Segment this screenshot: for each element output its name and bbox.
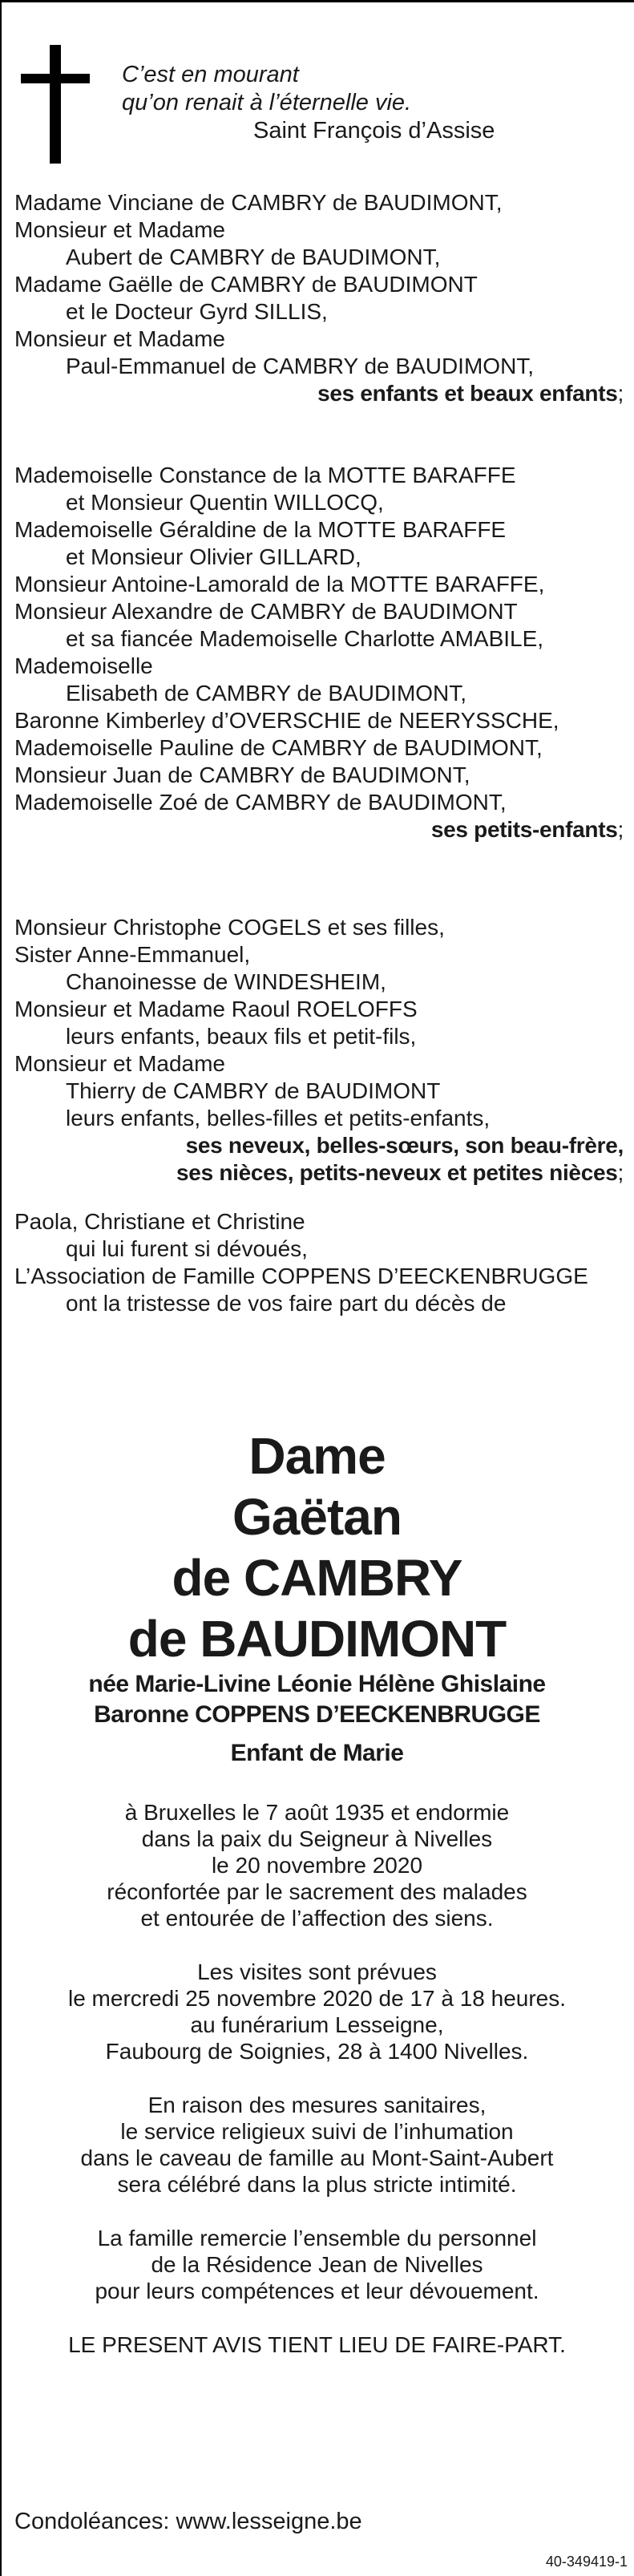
list-item: Mademoiselle Pauline de CAMBRY de BAUDIMONT, (14, 735, 543, 760)
text-line: dans le caveau de famille au Mont-Saint-Aubert (80, 2145, 554, 2170)
name-line: Gaëtan (232, 1488, 402, 1546)
text-line: En raison des mesures sanitaires, (147, 2093, 487, 2117)
list-item: et sa fiancée Mademoiselle Charlotte AMABILE, (66, 626, 544, 651)
baronne-name: Baronne COPPENS D’EECKENBRUGGE (94, 1701, 540, 1728)
list-item: Thierry de CAMBRY de BAUDIMONT (66, 1078, 441, 1103)
notice-line: LE PRESENT AVIS TIENT LIEU DE FAIRE-PART. (68, 2332, 566, 2357)
list-item: Chanoinesse de WINDESHEIM, (66, 969, 386, 994)
section-closing: ses enfants et beaux enfants; (317, 381, 624, 406)
list-item: Mademoiselle (14, 653, 153, 678)
sanitary-info (0, 2092, 634, 2198)
text-line: à Bruxelles le 7 août 1935 et endormie (124, 1800, 510, 1825)
quote-line: qu’on renait à l’éternelle vie. (122, 90, 412, 115)
quote-line: C’est en mourant (122, 62, 299, 87)
text-line: réconfortée par le sacrement des malades (107, 1879, 527, 1904)
name-line: de CAMBRY (172, 1549, 462, 1607)
birth-name: née Marie-Livine Léonie Hélène Ghislaine (88, 1671, 546, 1697)
text-line: le mercredi 25 novembre 2020 de 17 à 18 heures. (67, 1986, 567, 2011)
list-item: et Monsieur Quentin WILLOCQ, (66, 490, 384, 515)
list-item: ont la tristesse de vos faire part du décès de (66, 1291, 507, 1316)
section-closing: ses petits-enfants; (430, 817, 624, 842)
thanks-info (0, 2225, 634, 2304)
deceased-subtitle (0, 1669, 634, 1769)
text-line: Les visites sont prévues (197, 1959, 437, 1984)
list-item: Monsieur Christophe COGELS et ses filles, (14, 915, 445, 940)
list-item: et Monsieur Olivier GILLARD, (66, 544, 361, 569)
announcement-body (0, 1799, 634, 2358)
text-line: La famille remercie l’ensemble du personnel (97, 2226, 537, 2250)
list-item: Monsieur et Madame Raoul ROELOFFS (14, 997, 418, 1021)
text-line: le service religieux suivi de l’inhumation (120, 2119, 514, 2144)
list-item: Mademoiselle Constance de la MOTTE BARAFFE (14, 463, 516, 487)
list-item: Monsieur Antoine-Lamorald de la MOTTE BARAFFE, (14, 572, 545, 596)
family-section (14, 914, 625, 1187)
list-item: Mademoiselle Géraldine de la MOTTE BARAFFE (14, 517, 507, 542)
section-closing: ses neveux, belles-sœurs, son beau-frère, (185, 1133, 624, 1158)
list-item: Sister Anne-Emmanuel, (14, 942, 251, 967)
condolences (14, 2508, 362, 2535)
list-item: qui lui furent si dévoués, (66, 1236, 308, 1261)
list-item: Madame Gaëlle de CAMBRY de BAUDIMONT (14, 272, 478, 297)
death-details (0, 1799, 634, 1931)
quote-author: Saint François d’Assise (253, 118, 495, 144)
list-item: Paola, Christiane et Christine (14, 1209, 305, 1234)
text-line: dans la paix du Seigneur à Nivelles (141, 1826, 493, 1851)
text-line: de la Résidence Jean de Nivelles (151, 2252, 483, 2277)
cross-icon (21, 45, 90, 164)
section-closing: ses nièces, petits-neveux et petites nièces; (176, 1160, 624, 1185)
list-item: Monsieur Alexandre de CAMBRY de BAUDIMONT (14, 599, 518, 624)
list-item: Mademoiselle Zoé de CAMBRY de BAUDIMONT, (14, 790, 507, 815)
text-line: pour leurs compétences et leur dévouement. (95, 2279, 539, 2303)
list-item: Baronne Kimberley d’OVERSCHIE de NEERYSSCHE, (14, 708, 559, 733)
text-line: et entourée de l’affection des siens. (140, 1906, 494, 1931)
text-line: sera célébré dans la plus stricte intimité. (117, 2172, 517, 2197)
list-item: Madame Vinciane de CAMBRY de BAUDIMONT, (14, 190, 503, 215)
name-line: Dame (248, 1427, 386, 1485)
list-item: Monsieur et Madame (14, 326, 226, 351)
text-line: Faubourg de Soignies, 28 à 1400 Nivelles. (105, 2039, 529, 2064)
list-item: Elisabeth de CAMBRY de BAUDIMONT, (66, 681, 467, 706)
list-item: Monsieur et Madame (14, 217, 226, 242)
text-line: au funérarium Lesseigne, (190, 2012, 444, 2037)
grandchildren-section (14, 462, 625, 843)
children-section (14, 189, 625, 407)
top-border (0, 0, 634, 2)
deceased-name (0, 1425, 634, 1669)
list-item: Monsieur Juan de CAMBRY de BAUDIMONT, (14, 762, 470, 787)
list-item: Aubert de CAMBRY de BAUDIMONT, (66, 245, 441, 269)
reference-number: 40-349419-1 (545, 2554, 628, 2570)
list-item: et le Docteur Gyrd SILLIS, (66, 299, 328, 324)
text-line: le 20 novembre 2020 (211, 1853, 423, 1878)
name-line: de BAUDIMONT (127, 1610, 507, 1668)
religious-title: Enfant de Marie (230, 1740, 404, 1766)
list-item: L’Association de Famille COPPENS D’EECKENBRUGGE (14, 1264, 588, 1288)
list-item: leurs enfants, beaux fils et petit-fils, (66, 1024, 417, 1049)
condolences-link[interactable]: www.lesseigne.be (176, 2509, 362, 2534)
condolences-label: Condoléances: (14, 2509, 170, 2534)
others-section (14, 1208, 625, 1317)
visits-info (0, 1959, 634, 2064)
list-item: Monsieur et Madame (14, 1051, 226, 1076)
list-item: leurs enfants, belles-filles et petits-enfants, (66, 1106, 491, 1130)
list-item: Paul-Emmanuel de CAMBRY de BAUDIMONT, (66, 354, 535, 378)
epigraph-quote (122, 61, 495, 145)
